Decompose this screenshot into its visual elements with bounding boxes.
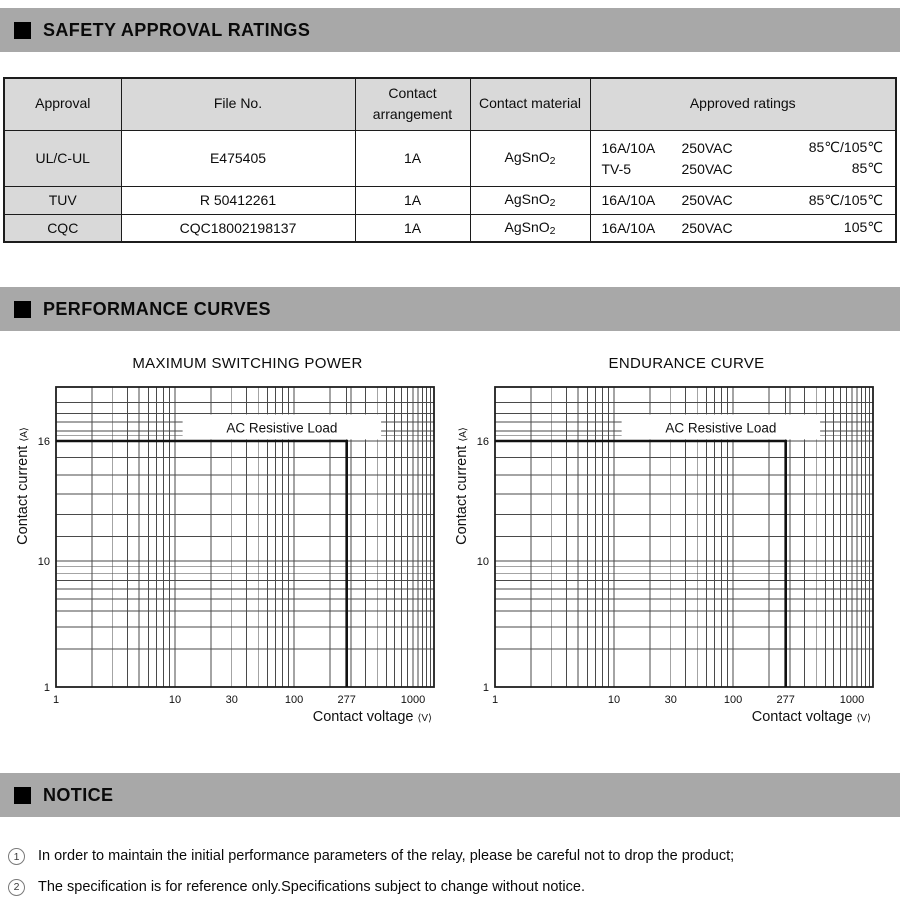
svg-text:AC Resistive Load: AC Resistive Load [226,420,338,436]
approval-cell: TUV [4,186,121,214]
file-no-cell: CQC18002198137 [121,214,355,242]
svg-text:277: 277 [776,694,795,706]
svg-text:Contact current ⟨A⟩: Contact current ⟨A⟩ [454,427,470,545]
approved-ratings-cell [590,214,896,242]
max-switching-power-chart [12,355,449,736]
svg-text:30: 30 [225,694,238,706]
circled-number-icon: 2 [8,879,25,896]
col-header-approval: Approval [4,78,121,130]
svg-text:1: 1 [491,694,499,706]
safety-ratings-table-wrap [3,77,897,243]
black-square-bullet-icon [14,787,31,804]
approval-cell: UL/C-UL [4,130,121,186]
svg-text:16: 16 [476,436,489,448]
col-header-file-no: File No. [121,78,355,130]
endurance-curve-chart [451,355,888,736]
material-cell: AgSnO2 [470,130,590,186]
section-header-performance-curves [0,287,900,331]
safety-ratings-table [3,77,897,243]
black-square-bullet-icon [14,301,31,318]
svg-text:1: 1 [52,694,60,706]
table-row [4,130,896,186]
material-cell: AgSnO2 [470,186,590,214]
arrangement-cell: 1A [355,130,470,186]
circled-number-icon: 1 [8,848,25,865]
table-row [4,186,896,214]
svg-text:10: 10 [476,556,489,568]
chart-title: ENDURANCE CURVE [608,355,765,372]
rating-line: 16A/10A 250VAC 85℃/105℃ [601,191,883,208]
svg-text:1: 1 [43,682,50,694]
rating-line: 16A/10A 250VAC 85℃/105℃ [601,139,883,156]
rating-line: TV-5 250VAC 85℃ [601,160,883,177]
black-square-bullet-icon [14,22,31,39]
table-row [4,214,896,242]
svg-text:100: 100 [723,694,743,706]
section-header-notice [0,773,900,817]
arrangement-cell: 1A [355,186,470,214]
section-title: SAFETY APPROVAL RATINGS [43,19,311,40]
notice-item: 2 The specification is for reference only.Specifications subject to change without notice. [8,878,900,897]
svg-text:1000: 1000 [400,694,426,706]
file-no-cell: R 50412261 [121,186,355,214]
svg-text:30: 30 [664,694,677,706]
approved-ratings-cell [590,130,896,186]
file-no-cell: E475405 [121,130,355,186]
section-header-safety [0,8,900,52]
svg-text:1000: 1000 [839,694,865,706]
chart-canvas [451,381,888,731]
section-title: NOTICE [43,784,114,805]
svg-text:100: 100 [284,694,304,706]
svg-text:10: 10 [168,694,182,706]
chart-canvas [12,381,449,731]
col-header-approved-ratings: Approved ratings [590,78,896,130]
svg-text:277: 277 [337,694,356,706]
material-cell: AgSnO2 [470,214,590,242]
svg-text:AC Resistive Load: AC Resistive Load [665,420,777,436]
approval-cell: CQC [4,214,121,242]
section-title: PERFORMANCE CURVES [43,298,271,319]
arrangement-cell: 1A [355,214,470,242]
svg-text:Contact voltage ⟨V⟩: Contact voltage ⟨V⟩ [312,709,432,725]
chart-title: MAXIMUM SWITCHING POWER [132,355,363,372]
col-header-contact-arrangement: Contact arrangement [355,78,470,130]
notice-item: 1 In order to maintain the initial performance parameters of the relay, please be careful not to drop the product; [8,847,900,867]
col-header-contact-material: Contact material [470,78,590,130]
svg-text:Contact voltage ⟨V⟩: Contact voltage ⟨V⟩ [751,709,871,725]
svg-text:Contact current ⟨A⟩: Contact current ⟨A⟩ [15,427,31,545]
svg-text:10: 10 [607,694,621,706]
notice-list [8,847,900,897]
svg-text:10: 10 [37,556,50,568]
rating-line: 16A/10A 250VAC 105℃ [601,219,883,236]
svg-text:16: 16 [37,436,50,448]
charts-row [0,355,900,736]
approved-ratings-cell [590,186,896,214]
svg-text:1: 1 [482,682,489,694]
